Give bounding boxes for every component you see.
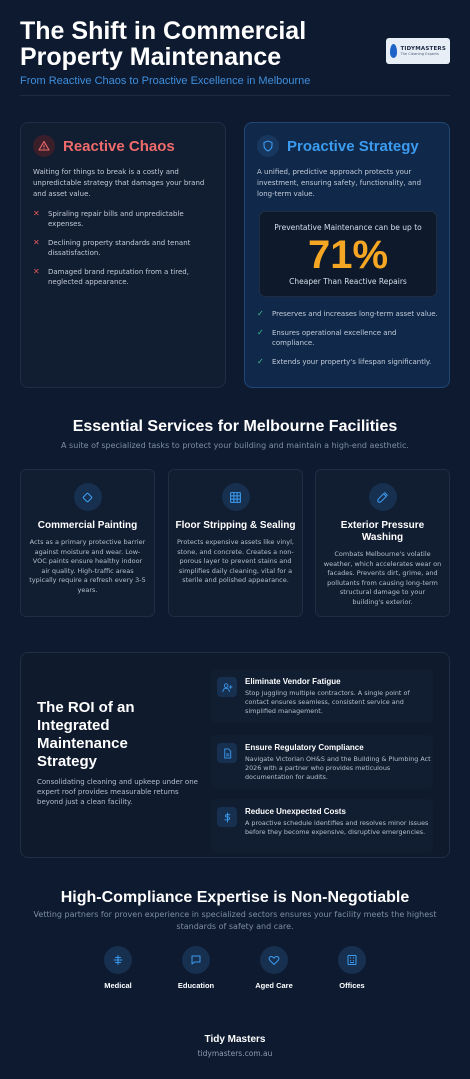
roi-item-vendor xyxy=(211,669,433,723)
roi-item-title: Ensure Regulatory Compliance xyxy=(245,743,364,752)
proactive-point-text: Extends your property's lifespan significantly. xyxy=(272,358,432,366)
service-title: Commercial Painting xyxy=(37,520,138,531)
services-subtitle: A suite of specialized tasks to protect your building and maintain a high-end aesthetic. xyxy=(61,441,409,450)
warning-icon xyxy=(33,135,55,157)
medical-cross-icon xyxy=(104,946,132,974)
sector-aged-care xyxy=(244,946,304,990)
list-item xyxy=(257,309,441,319)
stat-label: Preventative Maintenance can be up to xyxy=(274,223,422,232)
sector-label: Education xyxy=(177,981,215,990)
roi-item-costs xyxy=(211,799,433,853)
proactive-point-text: Ensures operational excellence and compliance. xyxy=(272,329,397,347)
service-card-floor xyxy=(168,469,303,617)
roi-panel xyxy=(20,652,450,858)
services-title: Essential Services for Melbourne Facilities xyxy=(72,418,398,435)
brand-logo xyxy=(386,38,450,64)
spray-icon xyxy=(369,483,397,511)
sector-education xyxy=(166,946,226,990)
sector-offices xyxy=(322,946,382,990)
roi-item-compliance xyxy=(211,735,433,789)
heart-icon xyxy=(260,946,288,974)
service-card-pressure-washing xyxy=(315,469,450,617)
service-card-painting xyxy=(20,469,155,617)
check-icon: ✓ xyxy=(257,309,264,318)
cross-icon: ✕ xyxy=(33,238,40,247)
header xyxy=(20,18,450,96)
service-title: Exterior Pressure Washing xyxy=(340,520,425,543)
compliance-subtitle: Vetting partners for proven experience in specialized sectors ensures your facility meets the highest standards of safety and care. xyxy=(33,910,437,931)
page-title: The Shift in Commercial Property Maintenance xyxy=(20,17,307,71)
savings-stat xyxy=(259,211,437,297)
user-plus-icon xyxy=(217,677,237,697)
service-description: Combats Melbourne's volatile weather, which accelerates wear on facades. Prevents dirt, grime, and pollutants from causing long-term structural damage to your building's exterior. xyxy=(323,550,442,606)
service-description: Protects expensive assets like vinyl, stone, and concrete. Creates a non-porous layer to prevent stains and simplifies daily cleaning, vital for a sterile and polished appearance. xyxy=(177,538,294,584)
shield-icon xyxy=(257,135,279,157)
reactive-title: Reactive Chaos xyxy=(63,137,175,155)
reactive-points xyxy=(33,209,217,296)
logo-tagline: The Cleaning Experts xyxy=(400,52,439,56)
grid-icon xyxy=(222,483,250,511)
reactive-point-text: Spiraling repair bills and unpredictable expenses. xyxy=(48,210,184,228)
sector-medical xyxy=(88,946,148,990)
roi-item-description: Stop juggling multiple contractors. A single point of contact ensures seamless, consistent service and simplified management. xyxy=(245,689,410,715)
service-description: Acts as a primary protective barrier against moisture and wear. Low-VOC paints ensure healthy indoor air quality. High-traffic areas typically require a refresh every 3-5 years. xyxy=(29,538,146,594)
chat-icon xyxy=(182,946,210,974)
proactive-points xyxy=(257,309,441,376)
footer-brand: Tidy Masters xyxy=(204,1034,266,1045)
list-item xyxy=(33,209,217,229)
list-item xyxy=(33,238,217,258)
stat-value: 71% xyxy=(307,233,389,277)
roi-item-description: A proactive schedule identifies and resolves minor issues before they become expensive, disruptive emergencies. xyxy=(245,819,429,836)
footer-url[interactable]: tidymasters.com.au xyxy=(197,1049,273,1058)
page-subtitle: From Reactive Chaos to Proactive Excellence in Melbourne xyxy=(20,75,311,87)
roi-description: Consolidating cleaning and upkeep under one expert roof provides measurable returns beyond just a clean facility. xyxy=(37,778,198,806)
list-item xyxy=(257,357,441,367)
palette-icon xyxy=(74,483,102,511)
sector-label: Aged Care xyxy=(255,981,293,990)
reactive-card xyxy=(20,122,226,388)
reactive-point-text: Damaged brand reputation from a tired, neglected appearance. xyxy=(48,268,189,286)
cross-icon: ✕ xyxy=(33,209,40,218)
droplet-icon xyxy=(390,44,397,58)
service-title: Floor Stripping & Sealing xyxy=(175,520,296,531)
check-icon: ✓ xyxy=(257,328,264,337)
list-item xyxy=(33,267,217,287)
check-icon: ✓ xyxy=(257,357,264,366)
sector-label: Offices xyxy=(339,981,365,990)
proactive-title: Proactive Strategy xyxy=(287,137,419,155)
reactive-point-text: Declining property standards and tenant dissatisfaction. xyxy=(48,239,191,257)
compliance-title: High-Compliance Expertise is Non-Negotiable xyxy=(60,889,410,906)
document-icon xyxy=(217,743,237,763)
proactive-point-text: Preserves and increases long-term asset value. xyxy=(272,310,438,318)
proactive-description: A unified, predictive approach protects your investment, ensuring safety, functionality, and long-term value. xyxy=(257,168,422,198)
logo-name: TIDYMASTERS xyxy=(400,46,446,52)
sector-label: Medical xyxy=(104,981,132,990)
roi-title: The ROI of an Integrated Maintenance Strategy xyxy=(37,699,135,770)
list-item xyxy=(257,328,441,348)
proactive-card xyxy=(244,122,450,388)
roi-item-title: Reduce Unexpected Costs xyxy=(245,807,346,816)
reactive-description: Waiting for things to break is a costly and unpredictable strategy that damages your brand and asset value. xyxy=(33,168,205,198)
roi-item-title: Eliminate Vendor Fatigue xyxy=(245,677,341,686)
building-icon xyxy=(338,946,366,974)
cross-icon: ✕ xyxy=(33,267,40,276)
roi-item-description: Navigate Victorian OH&S and the Building & Plumbing Act 2026 with a partner who provides meticulous documentation for audits. xyxy=(245,755,431,781)
stat-sublabel: Cheaper Than Reactive Repairs xyxy=(289,277,407,286)
dollar-icon xyxy=(217,807,237,827)
